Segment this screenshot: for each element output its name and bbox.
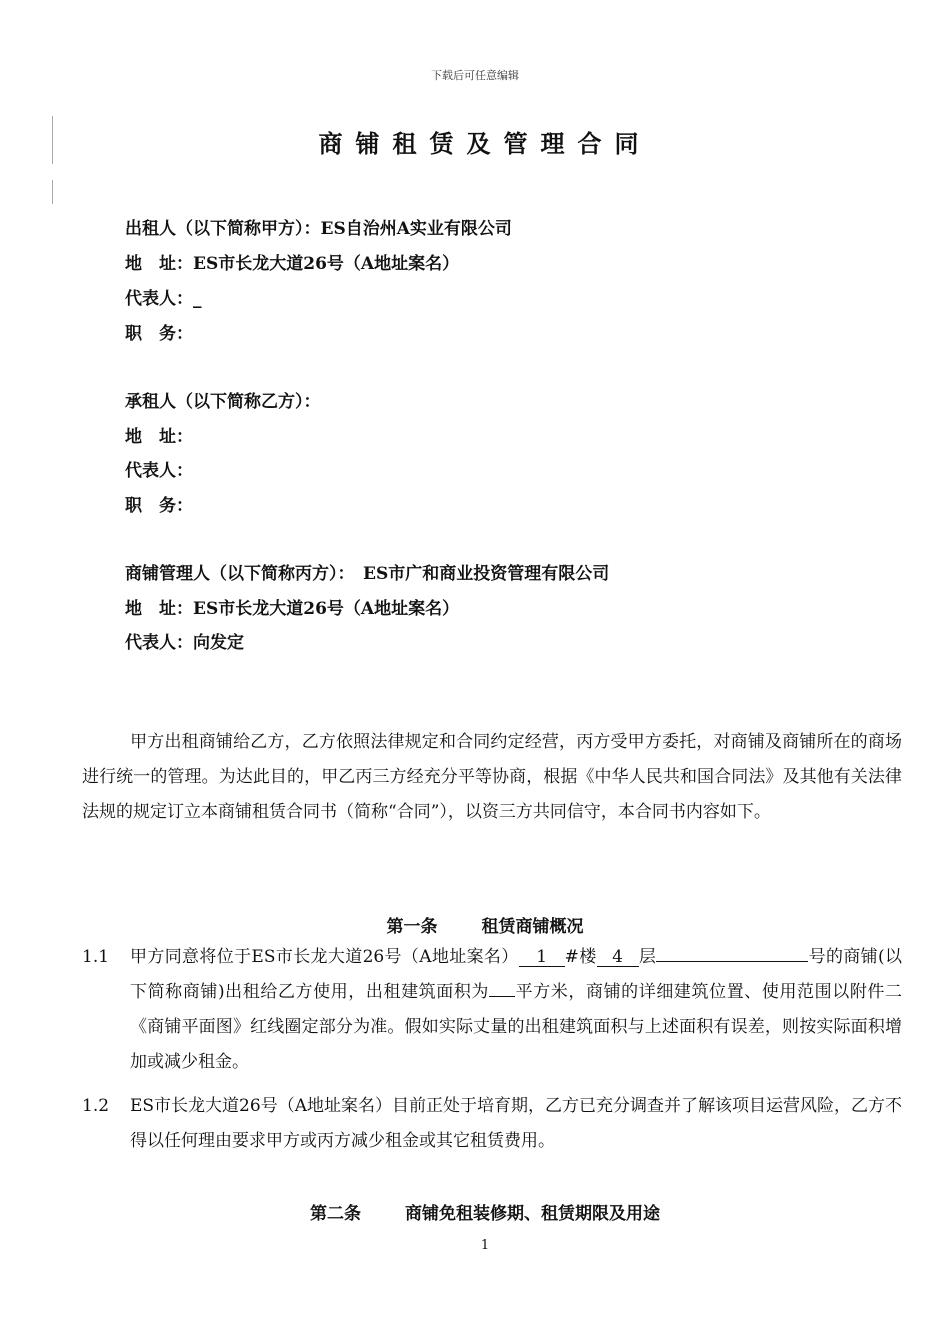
clause-1-2 xyxy=(82,1089,902,1159)
lessee-position: 职 务： xyxy=(125,496,193,516)
floor-number-field[interactable]: 4 xyxy=(597,948,639,967)
clause-body xyxy=(130,940,902,1080)
manager-name: 商铺管理人（以下简称丙方）： ES市广和商业投资管理有限公司 xyxy=(125,564,610,584)
clause-text: 平方米，商铺的详细建筑位置、使用范围以附件二《商铺平面图》红线圈定部分为准。假如实际丈量的出租建筑面积与上述面积有误差，则按实际面积增加或减少租金。 xyxy=(130,982,903,1072)
clause-1-1 xyxy=(82,940,902,1080)
preamble-paragraph xyxy=(82,725,902,830)
lessor-name: 出租人（以下简称甲方）：ES自治州A实业有限公司 xyxy=(125,219,512,239)
article-1-heading xyxy=(0,912,950,937)
lessee-representative: 代表人： xyxy=(125,461,193,481)
article-number: 第一条 xyxy=(386,917,438,937)
manager-address: 地 址：ES市长龙大道26号（A地址案名） xyxy=(125,599,460,619)
lessee-address: 地 址： xyxy=(125,427,193,447)
clause-text: 甲方同意将位于ES市长龙大道26号（A地址案名） xyxy=(130,947,519,967)
article-number: 第二条 xyxy=(310,1204,361,1224)
document-title: 商铺租赁及管理合同 xyxy=(318,129,652,158)
lessor-position: 职 务： xyxy=(125,324,193,344)
clause-text: 层 xyxy=(638,947,657,967)
clause-number: 1.1 xyxy=(82,947,110,967)
article-2-heading xyxy=(0,1199,950,1224)
lessee-name: 承租人（以下简称乙方）： xyxy=(125,392,321,412)
area-field[interactable] xyxy=(489,996,515,997)
building-number-field[interactable]: 1 xyxy=(519,948,565,967)
page-number: 1 xyxy=(480,1238,490,1253)
clause-body: ES市长龙大道26号（A地址案名）目前正处于培育期，乙方已充分调查并了解该项目运营风险，乙方不得以任何理由要求甲方或丙方减少租金或其它租赁费用。 xyxy=(130,1096,902,1151)
preamble-text: 甲方出租商铺给乙方，乙方依照法律规定和合同约定经营，丙方受甲方委托，对商铺及商铺所在的商场进行统一的管理。为达此目的，甲乙丙三方经充分平等协商，根据《中华人民共和国合同法》及其他有关法律法规的规定订立本商铺租赁合同书（简称“合同”），以资三方共同信守，本合同书内容如下。 xyxy=(82,732,902,822)
article-title: 商铺免租装修期、租赁期限及用途 xyxy=(405,1204,660,1224)
lessor-address: 地 址：ES市长龙大道26号（A地址案名） xyxy=(125,254,460,274)
margin-mark xyxy=(52,180,53,204)
lessor-representative: 代表人：_ xyxy=(125,289,202,309)
clause-text: #楼 xyxy=(564,947,597,967)
unit-number-field[interactable] xyxy=(656,961,808,962)
clause-text: 号的商铺(以下简称商铺)出租给乙方使用，出租建筑面积为 xyxy=(130,947,903,1002)
clause-number: 1.2 xyxy=(82,1096,110,1116)
header-note: 下载后可任意编辑 xyxy=(431,69,519,82)
article-title: 租赁商铺概况 xyxy=(481,917,584,937)
manager-representative: 代表人：向发定 xyxy=(125,633,244,653)
